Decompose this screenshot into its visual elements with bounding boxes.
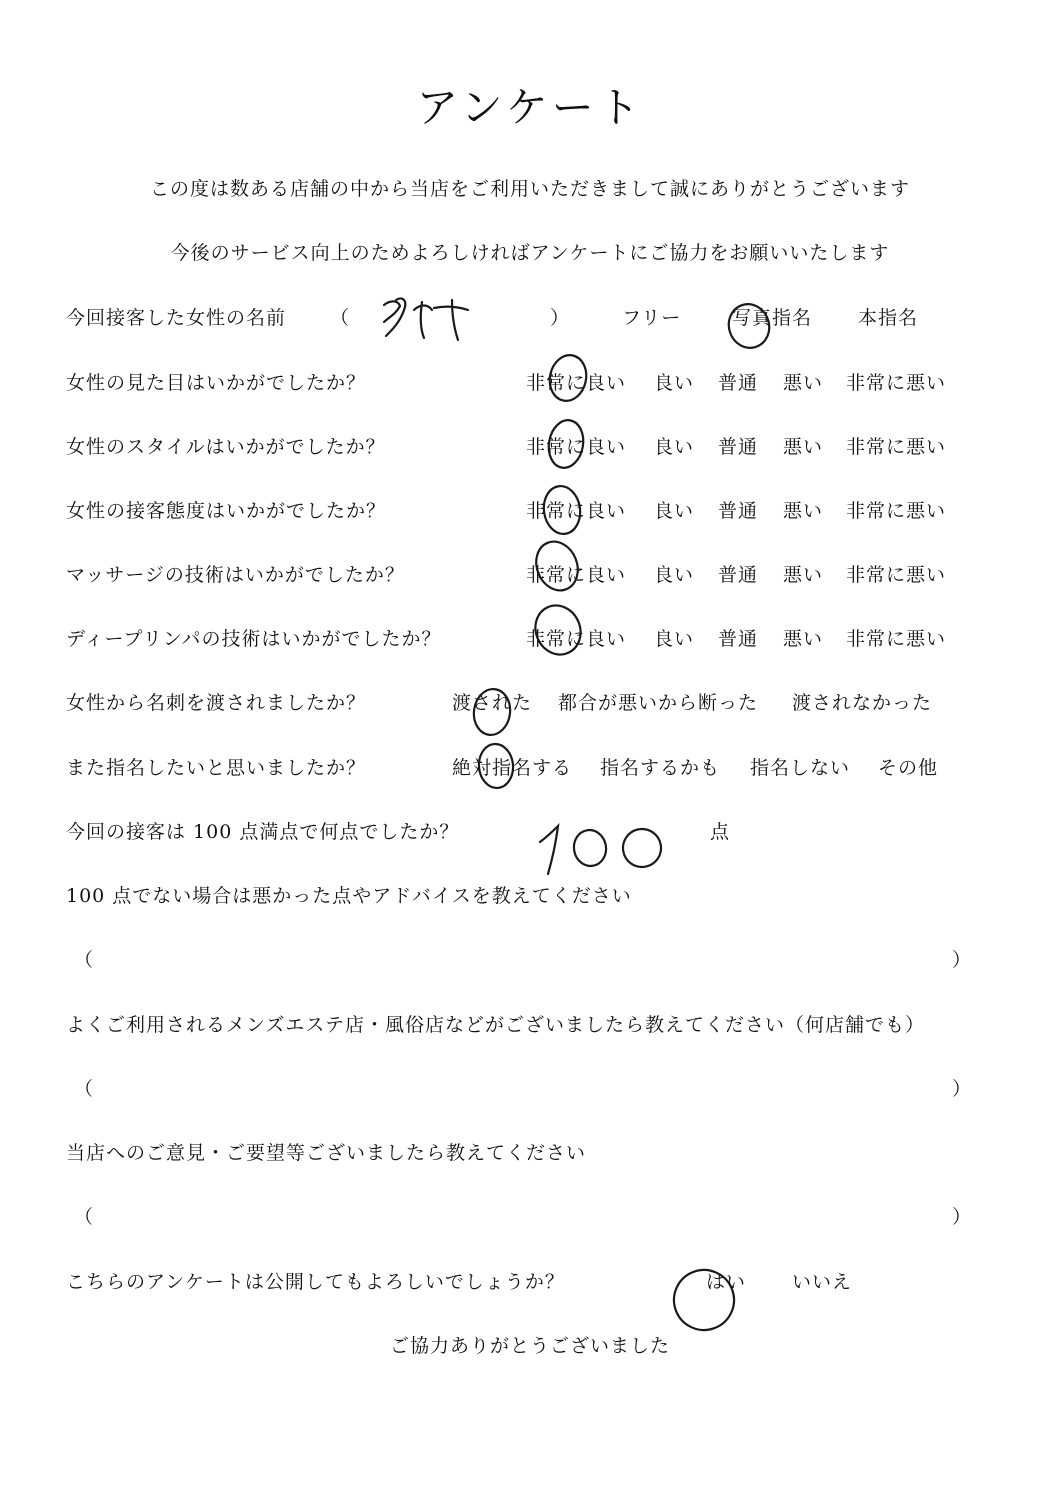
other-shops-close-paren: ） xyxy=(952,1078,973,1100)
rating-option[interactable]: 非常に悪い xyxy=(846,500,947,522)
handwritten-score-0 xyxy=(571,827,609,868)
option-definitely[interactable]: 絶対指名する xyxy=(452,757,573,779)
advice-label: 100 点でない場合は悪かった点やアドバイスを教えてください xyxy=(66,885,632,907)
rating-option[interactable]: 良い xyxy=(654,372,695,394)
option-main-nomination[interactable]: 本指名 xyxy=(858,307,919,329)
rating-option[interactable]: 非常に良い xyxy=(526,372,627,394)
question-revisit: また指名したいと思いましたか？ xyxy=(66,757,367,779)
rating-option[interactable]: 悪い xyxy=(783,628,824,650)
question-score: 今回の接客は 100 点満点で何点でしたか？ xyxy=(66,821,460,843)
advice-open-paren: （ xyxy=(74,949,95,971)
rating-option[interactable]: 良い xyxy=(654,628,695,650)
option-other[interactable]: その他 xyxy=(878,757,939,779)
option-yes[interactable]: はい xyxy=(706,1271,747,1293)
rating-option[interactable]: 非常に悪い xyxy=(846,436,947,458)
rating-option[interactable]: 普通 xyxy=(718,628,759,650)
question-style: 女性のスタイルはいかがでしたか？ xyxy=(66,436,386,458)
name-label: 今回接客した女性の名前 xyxy=(66,307,287,329)
option-declined[interactable]: 都合が悪いから断った xyxy=(558,692,759,714)
handwritten-score-1 xyxy=(540,826,558,874)
question-business-card: 女性から名刺を渡されましたか？ xyxy=(66,692,367,714)
question-attitude: 女性の接客態度はいかがでしたか？ xyxy=(66,500,387,522)
closing-message: ご協力ありがとうございました xyxy=(389,1335,670,1357)
rating-option[interactable]: 普通 xyxy=(718,436,759,458)
rating-option[interactable]: 普通 xyxy=(718,500,759,522)
question-publish: こちらのアンケートは公開してもよろしいでしょうか？ xyxy=(66,1271,565,1293)
rating-option[interactable]: 非常に良い xyxy=(526,500,627,522)
question-appearance: 女性の見た目はいかがでしたか？ xyxy=(66,372,367,394)
option-not-received[interactable]: 渡されなかった xyxy=(792,692,933,714)
rating-option[interactable]: 悪い xyxy=(783,436,824,458)
rating-option[interactable]: 非常に良い xyxy=(526,628,627,650)
option-free[interactable]: フリー xyxy=(622,307,682,329)
name-close-paren: ） xyxy=(550,307,571,329)
question-lymph-skill: ディープリンパの技術はいかがでしたか？ xyxy=(66,628,442,650)
handwritten-name xyxy=(384,298,468,340)
rating-option[interactable]: 悪い xyxy=(783,500,824,522)
rating-option[interactable]: 非常に良い xyxy=(526,564,627,586)
question-massage-skill: マッサージの技術はいかがでしたか？ xyxy=(66,564,405,586)
name-open-paren: （ xyxy=(330,307,351,329)
option-no-publish[interactable]: いいえ xyxy=(792,1271,853,1293)
rating-option[interactable]: 良い xyxy=(654,436,695,458)
option-received[interactable]: 渡された xyxy=(452,692,533,714)
other-shops-open-paren: （ xyxy=(74,1078,95,1100)
other-shops-label: よくご利用されるメンズエステ店・風俗店などがございましたら教えてください（何店舗でも） xyxy=(66,1014,926,1036)
rating-option[interactable]: 良い xyxy=(654,500,695,522)
rating-option[interactable]: 良い xyxy=(654,564,695,586)
rating-option[interactable]: 普通 xyxy=(718,372,759,394)
opinions-close-paren: ） xyxy=(952,1206,973,1228)
advice-close-paren: ） xyxy=(952,949,973,971)
rating-option[interactable]: 悪い xyxy=(783,372,824,394)
option-photo-nomination[interactable]: 写真指名 xyxy=(732,307,813,329)
rating-option[interactable]: 非常に悪い xyxy=(846,564,947,586)
rating-option[interactable]: 非常に悪い xyxy=(846,372,947,394)
intro-line-1: この度は数ある店舗の中から当店をご利用いただきまして誠にありがとうございます xyxy=(149,178,910,200)
score-unit: 点 xyxy=(710,821,731,843)
rating-option[interactable]: 悪い xyxy=(783,564,824,586)
survey-title: アンケート xyxy=(416,83,644,132)
intro-line-2: 今後のサービス向上のためよろしければアンケートにご協力をお願いいたします xyxy=(170,242,890,264)
opinions-label: 当店へのご意見・ご要望等ございましたら教えてください xyxy=(66,1142,587,1164)
rating-option[interactable]: 非常に良い xyxy=(526,436,627,458)
rating-option[interactable]: 非常に悪い xyxy=(846,628,947,650)
rating-option[interactable]: 普通 xyxy=(718,564,759,586)
handwritten-score-0 xyxy=(620,826,664,870)
option-no[interactable]: 指名しない xyxy=(750,757,851,779)
opinions-open-paren: （ xyxy=(74,1206,95,1228)
option-maybe[interactable]: 指名するかも xyxy=(600,757,721,779)
